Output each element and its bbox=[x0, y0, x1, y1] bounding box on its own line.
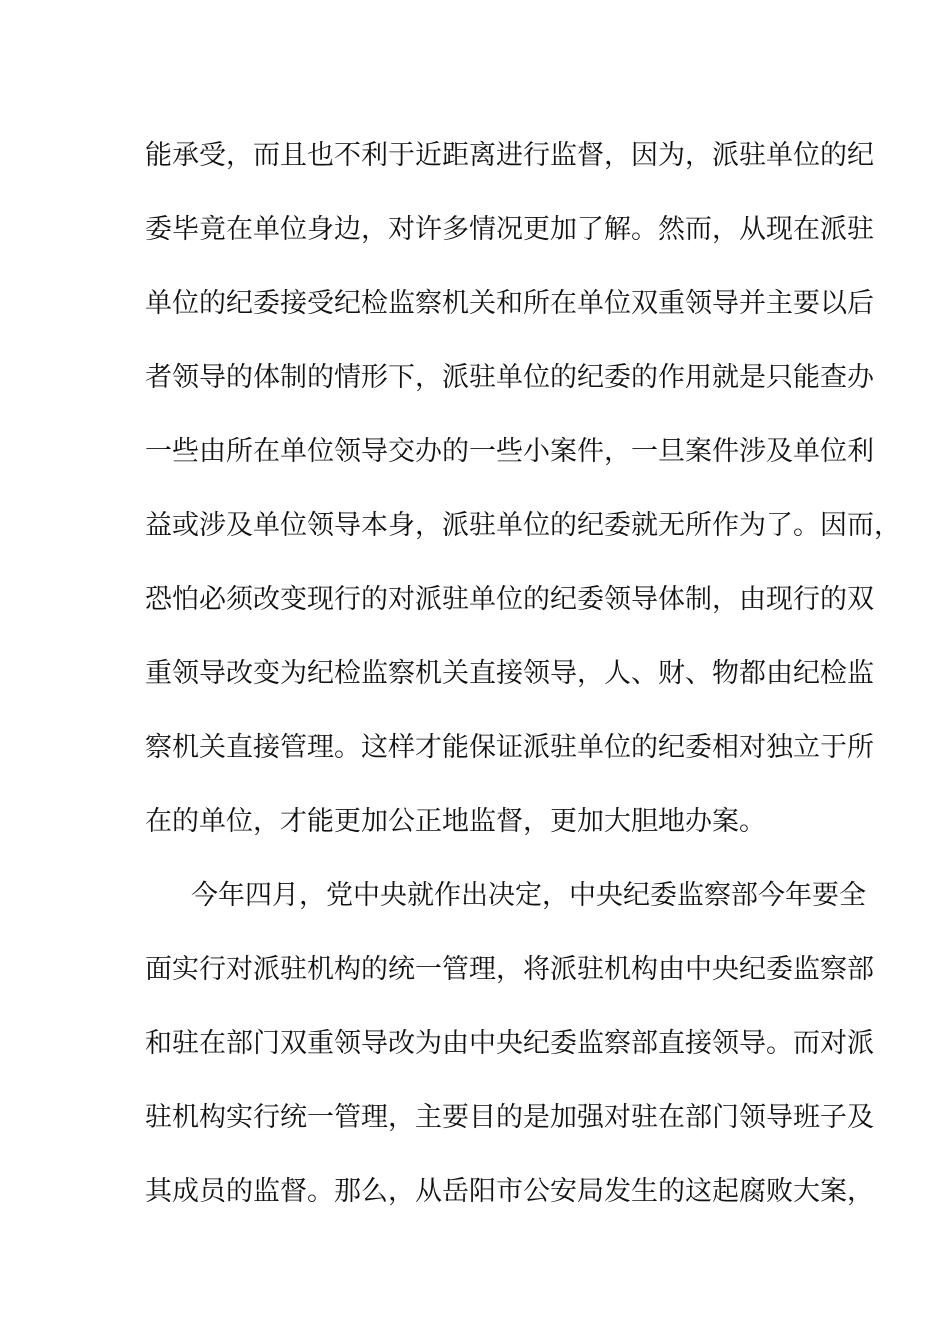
text-line-2: 委毕竟在单位身边，对许多情况更加了解。然而，从现在派驻 bbox=[145, 214, 874, 245]
text-line-12: 面实行对派驻机构的统一管理，将派驻机构由中央纪委监察部 bbox=[145, 954, 874, 985]
text-line-11: 今年四月，党中央就作出决定，中央纪委监察部今年要全 bbox=[191, 880, 866, 911]
text-line-9: 察机关直接管理。这样才能保证派驻单位的纪委相对独立于所 bbox=[145, 732, 874, 763]
text-line-4: 者领导的体制的情形下，派驻单位的纪委的作用就是只能查办 bbox=[145, 362, 874, 393]
text-line-13: 和驻在部门双重领导改为由中央纪委监察部直接领导。而对派 bbox=[145, 1028, 874, 1059]
text-line-8: 重领导改变为纪检监察机关直接领导，人、财、物都由纪检监 bbox=[145, 658, 874, 689]
text-line-15: 其成员的监督。那么，从岳阳市公安局发生的这起腐败大案， bbox=[145, 1176, 874, 1207]
text-line-14: 驻机构实行统一管理，主要目的是加强对驻在部门领导班子及 bbox=[145, 1102, 874, 1133]
text-line-1: 能承受，而且也不利于近距离进行监督，因为，派驻单位的纪 bbox=[145, 140, 874, 171]
text-line-3: 单位的纪委接受纪检监察机关和所在单位双重领导并主要以后 bbox=[145, 288, 874, 319]
text-line-10: 在的单位，才能更加公正地监督，更加大胆地办案。 bbox=[145, 806, 766, 837]
text-line-6: 益或涉及单位领导本身，派驻单位的纪委就无所作为了。因而， bbox=[145, 510, 901, 541]
text-line-5: 一些由所在单位领导交办的一些小案件，一旦案件涉及单位利 bbox=[145, 436, 874, 467]
text-line-7: 恐怕必须改变现行的对派驻单位的纪委领导体制，由现行的双 bbox=[145, 584, 874, 615]
